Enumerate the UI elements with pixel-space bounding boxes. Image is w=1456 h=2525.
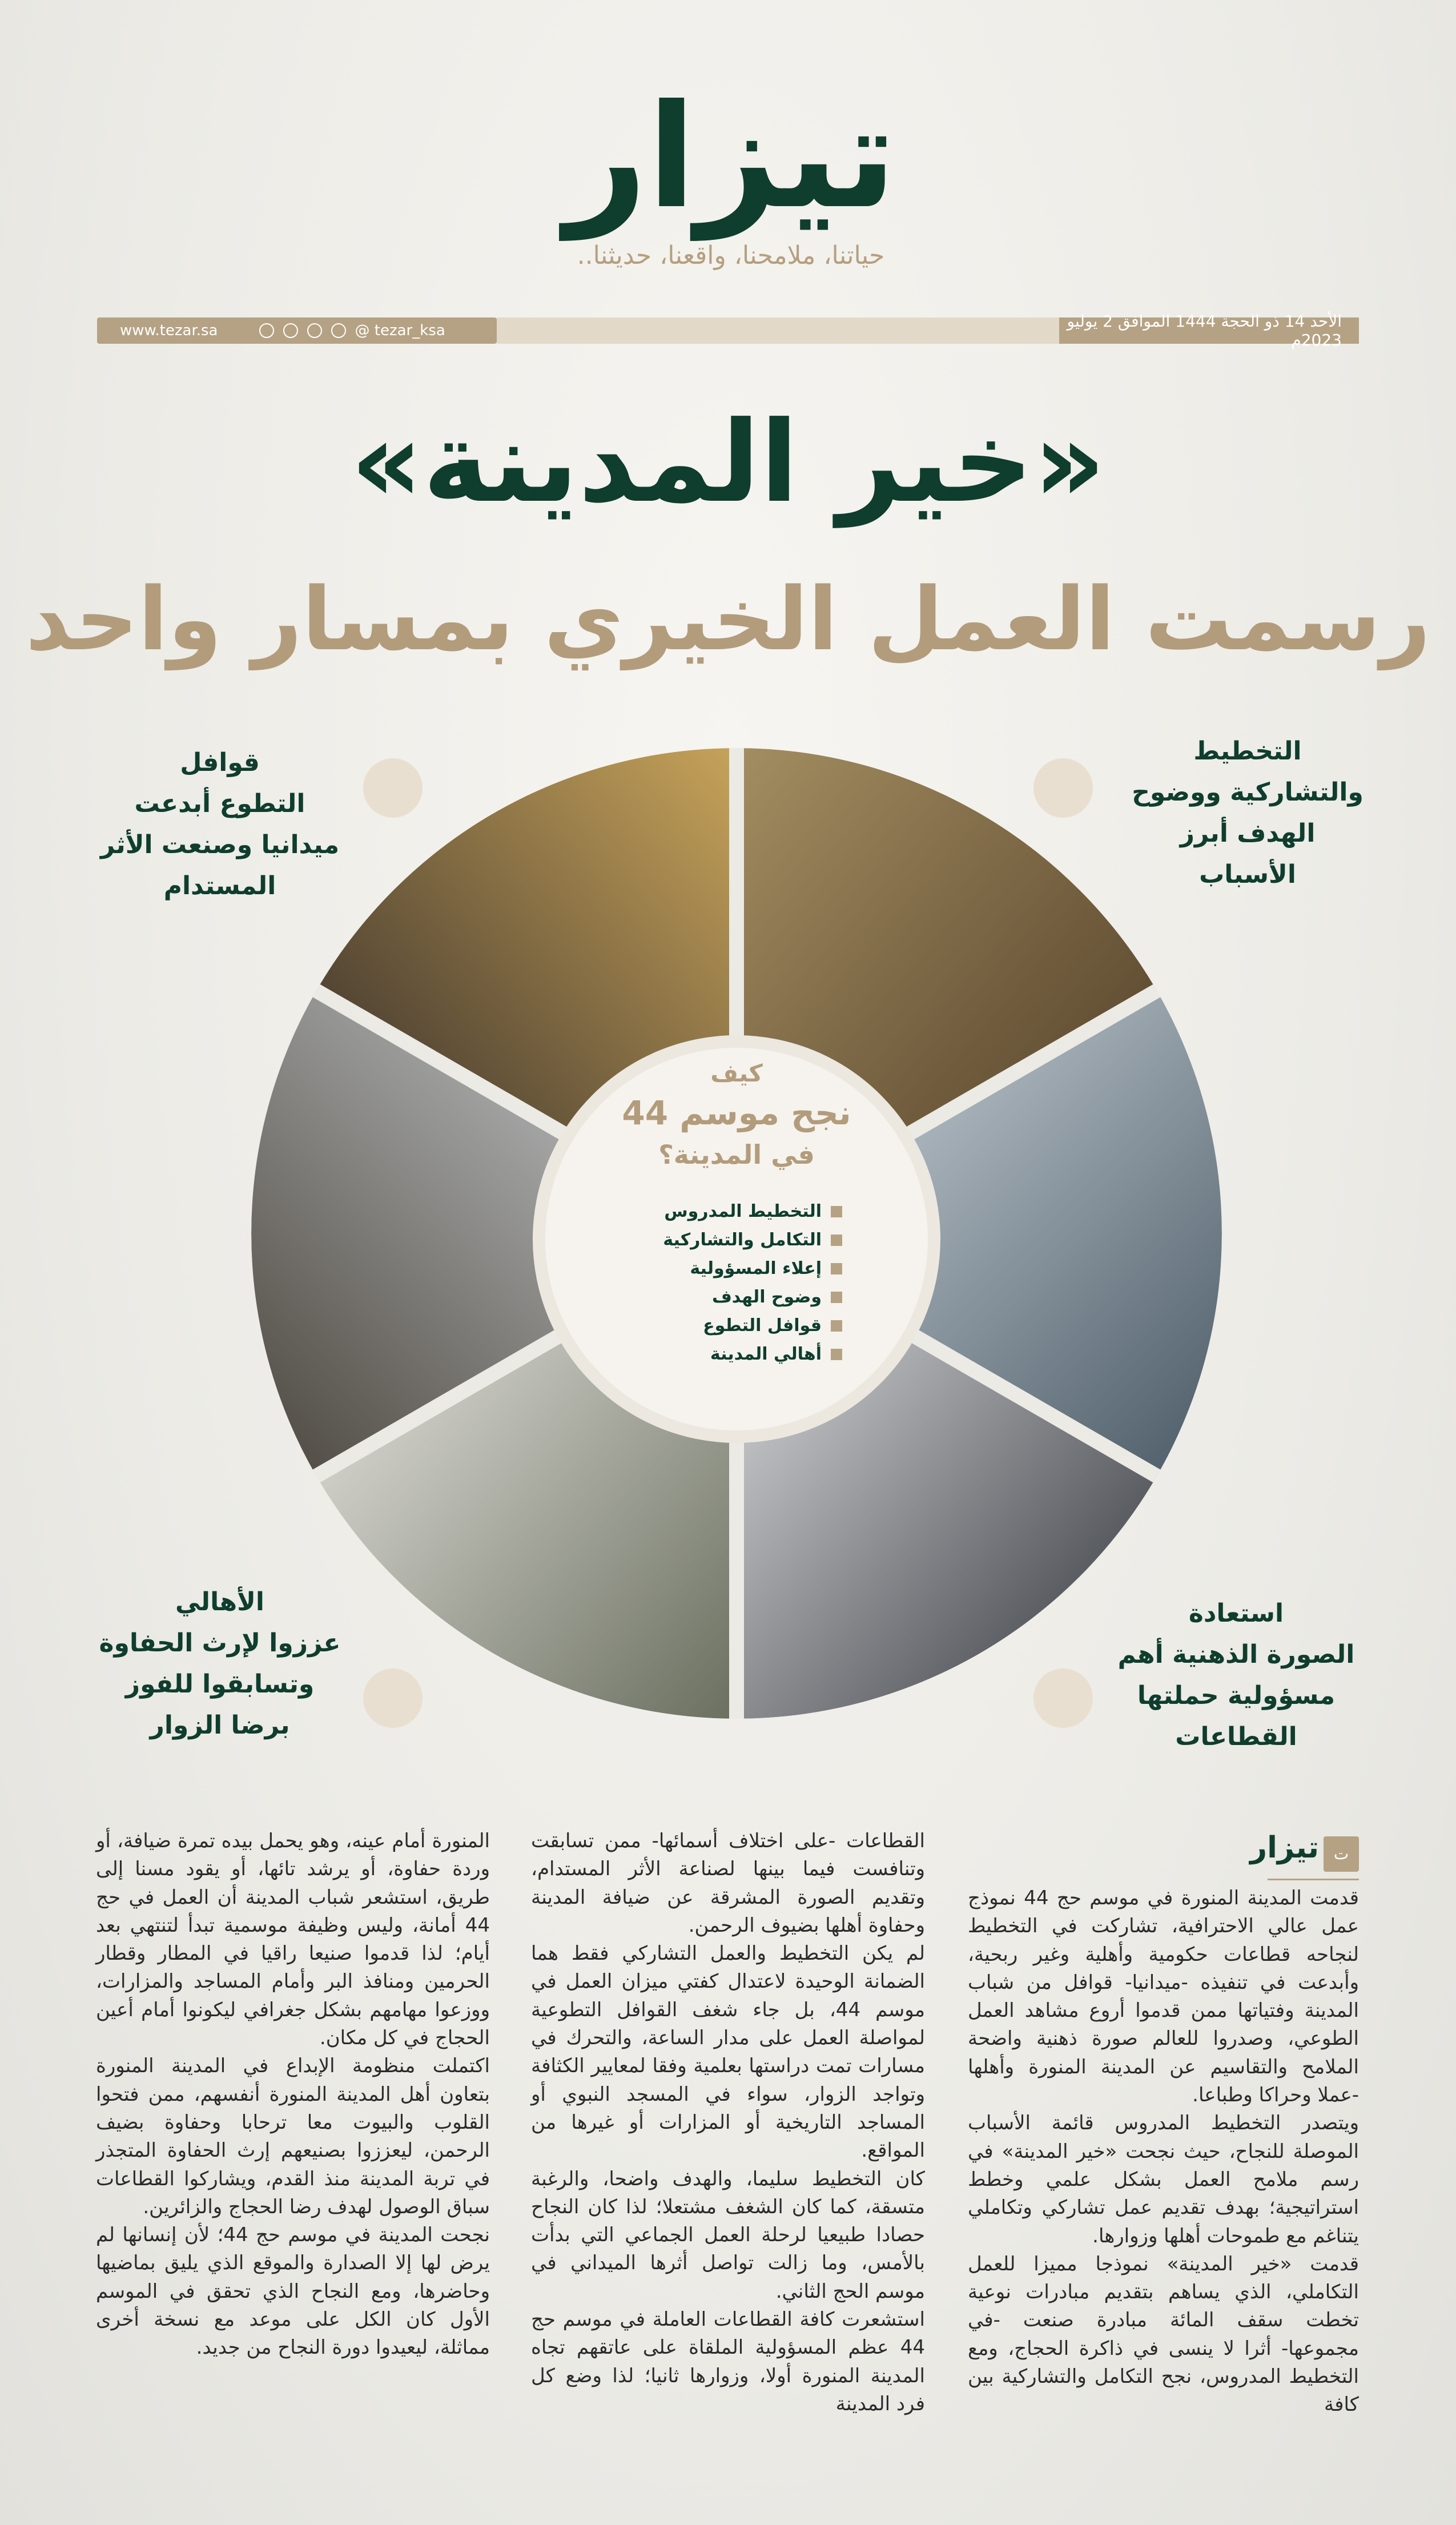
decor-dot	[363, 1668, 423, 1728]
list-item: التخطيط المدروس	[663, 1197, 842, 1226]
paragraph: قدمت «خير المدينة» نموذجا مميزا للعمل التكاملي، الذي يساهم بتقديم مبادرات نوعية تخطت سقف المائة مبادرة صنعت -في مجموعها- أثرا لا ينسى في ذاكرة الحجاج، ومع التخطيط المدروس، نجح التكامل والتشاركية بين كافة	[968, 2252, 1359, 2417]
paragraph: قدمت المدينة المنورة في موسم حج 44 نموذج عمل عالي الاحترافية، تشاركت في التخطيط لنجاحه قطاعات حكومية وأهلية وغير ربحية، وأبدعت في تنفيذه -ميدانيا- قوافل من شباب المدينة وفتياتها ممن قدموا أروع مشاهد العمل الطوعي، وصدروا للعالم صورة ذهنية واضحة الملامح والتقاسيم عن المدينة المنورة وأهلها -عملا وحراكا وطباعا.	[968, 1887, 1359, 2107]
headline-title: «خير المدينة»	[350, 397, 1106, 528]
article-column-3	[96, 1827, 490, 2362]
instagram-icon[interactable]	[283, 323, 298, 338]
bullet-icon	[831, 1349, 842, 1360]
paragraph: استشعرت كافة القطاعات العاملة في موسم حج 44 عظم المسؤولية الملقاة على عاتقهم تجاه المدينة المنورة أولا، وزوارها ثانيا؛ لذا وضع كل فرد المدينة	[531, 2308, 925, 2415]
paragraph: ويتصدر التخطيط المدروس قائمة الأسباب الموصلة للنجاح، حيث نجحت «خير المدينة» في رسم ملامح العمل بشكل علمي وخطط استراتيجية؛ بهدف تقديم عمل تشاركي وتكاملي يتناغم مع طموحات أهلها وزوارها.	[968, 2112, 1359, 2247]
list-item: إعلاء المسؤولية	[663, 1255, 842, 1283]
question-line-3: في المدينة؟	[658, 1139, 815, 1170]
bullet-icon	[831, 1320, 842, 1332]
brand-underline	[1268, 1879, 1359, 1880]
paragraph: المنورة أمام عينه، وهو يحمل بيده تمرة ضيافة، أو وردة حفاوة، أو يرشد تائها، أو يقود مسنا إلى طريق، استشعر شباب المدينة أن العمل في حج 44 أمانة، وليس وظيفة موسمية تبدأ لتنتهي بعد أيام؛ لذا قدموا صنيعا راقيا في المطار وقطار الحرمين ومنافذ البر وأمام المساجد والمزارات، ووزعوا مهامهم بشكل جغرافي ليكونوا أمام أعين الحجاج في كل مكان.	[96, 1830, 490, 2050]
snapchat-icon[interactable]	[259, 323, 274, 338]
contact-bar	[97, 317, 497, 344]
caption-bottom-left: الأهالي عززوا لإرث الحفاوة وتسابقوا للفوز برضا الزوار	[99, 1587, 341, 1740]
logo-tagline: حياتنا، ملامحنا، واقعنا، حديثنا..	[577, 241, 885, 270]
bullet-icon	[831, 1263, 842, 1274]
reasons-list	[663, 1197, 842, 1369]
list-item: وضوح الهدف	[663, 1283, 842, 1312]
bullet-icon	[831, 1206, 842, 1217]
decor-dot	[1033, 1668, 1093, 1728]
paragraph: القطاعات -على اختلاف أسمائها- ممن تسابقت وتنافست فيما بينها لصناعة الأثر المستدام، وتقديم الصورة المشرقة عن ضيافة المدينة وحفاوة أهلها بضيوف الرحمن.	[531, 1830, 925, 1937]
headline-subtitle: رسمت العمل الخيري بمسار واحد	[25, 569, 1431, 670]
caption-top-right: التخطيط والتشاركية ووضوح الهدف أبرز الأسباب	[1132, 737, 1364, 889]
paragraph: نجحت المدينة في موسم حج 44؛ لأن إنسانها لم يرض لها إلا الصدارة والموقع الذي يليق بماضيها وحاضرها، ومع النجاح الذي تحقق في الموسم الأول كان الكل على موعد مع نسخة أخرى مماثلة، ليعيدوا دورة النجاح من جديد.	[96, 2224, 490, 2359]
caption-bottom-right: استعادة الصورة الذهنية أهم مسؤولية حملتها القطاعات	[1117, 1599, 1355, 1751]
brand-name: تيزار	[1250, 1831, 1319, 1865]
paragraph: اكتملت منظومة الإبداع في المدينة المنورة بتعاون أهل المدينة المنورة أنفسهم، ممن فتحوا القلوب والبيوت معا ترحابا وحفاوة بضيف الرحمن، ليعززوا بصنيعهم إرث الحفاوة المتجذر في تربة المدينة منذ القدم، ويشاركوا القطاعات سباق الوصول لهدف رضا الحجاج والزائرين.	[96, 2054, 490, 2218]
bullet-icon	[831, 1292, 842, 1303]
article-column-1	[968, 1884, 1359, 2419]
bullet-icon	[831, 1235, 842, 1246]
issue-date: الأحد 14 ذو الحجة 1444 الموافق 2 يوليو 2023م	[1059, 317, 1359, 344]
decor-dot	[363, 758, 423, 818]
brand-logo-icon: ت	[1324, 1836, 1359, 1872]
paragraph: كان التخطيط سليما، والهدف واضحا، والرغبة متسقة، كما كان الشغف مشتعلا؛ لذا كان النجاح حصادا طبيعيا لرحلة العمل الجماعي التي بدأت بالأمس، وما زالت تواصل أثرها الميداني في موسم الحج الثاني.	[531, 2167, 925, 2303]
website-link[interactable]: www.tezar.sa	[120, 322, 218, 339]
list-item: أهالي المدينة	[663, 1340, 842, 1369]
paragraph: لم يكن التخطيط والعمل التشاركي فقط هما الضمانة الوحيدة لاعتدال كفتي ميزان العمل في موسم 44، بل جاء شغف القوافل التطوعية لمواصلة العمل على مدار الساعة، والتحرك في مسارات تمت دراستها بعلمية وفقا لمعايير الكثافة وتواجد الزوار، سواء في المسجد النبوي أو المساجد التاريخية أو المزارات أو غيرها من المواقع.	[531, 1942, 925, 2162]
youtube-icon[interactable]	[307, 323, 322, 338]
decor-dot	[1033, 758, 1093, 818]
social-handle[interactable]: @ tezar_ksa	[355, 322, 445, 339]
strip-divider	[497, 317, 1059, 344]
info-strip	[97, 312, 1359, 349]
list-item: التكامل والتشاركية	[663, 1226, 842, 1255]
article-column-2	[531, 1827, 925, 2418]
wheel-center	[545, 1048, 928, 1430]
x-icon[interactable]	[331, 323, 346, 338]
question-line-2: نجح موسم 44	[622, 1093, 851, 1132]
article-brand	[1250, 1826, 1359, 1877]
logo-wordmark: تيزار	[565, 74, 897, 240]
question-line-1: كيف	[710, 1059, 763, 1087]
caption-top-left: قوافل التطوع أبدعت ميدانيا وصنعت الأثر المستدام	[100, 748, 340, 900]
list-item: قوافل التطوع	[663, 1312, 842, 1340]
masthead-logo	[560, 63, 902, 286]
